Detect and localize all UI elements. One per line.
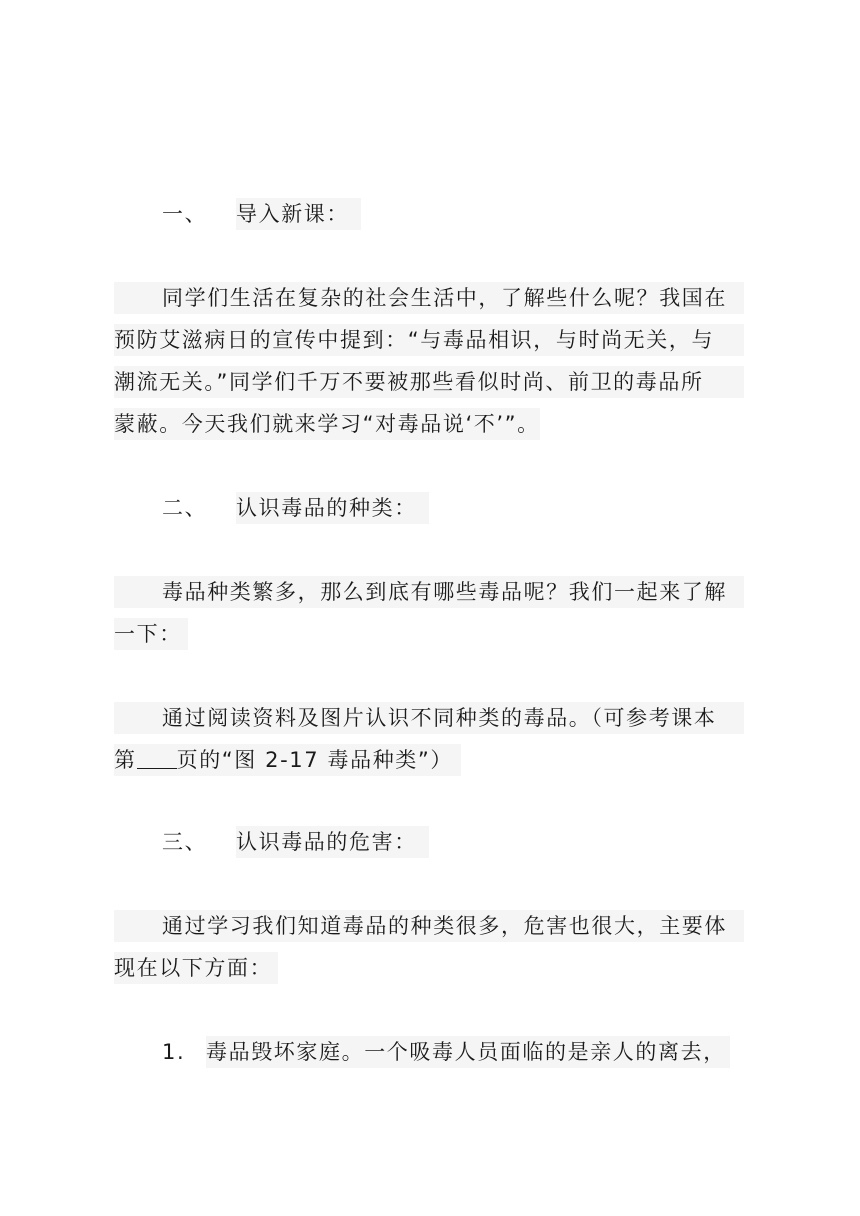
section-title: 导入新课： (236, 198, 361, 230)
section-heading-1 (162, 198, 361, 230)
paragraph-line (114, 744, 744, 776)
paragraph-line (114, 952, 744, 984)
list-item (162, 1036, 730, 1068)
list-item-text: 毒品毁坏家庭。一个吸毒人员面临的是亲人的离去， (206, 1036, 730, 1068)
section-number: 一、 (162, 202, 208, 226)
section-title: 认识毒品的种类： (236, 492, 429, 524)
paragraph-text (114, 744, 461, 776)
fill-in-blank (137, 748, 177, 769)
section-heading-3 (162, 826, 429, 858)
paragraph-line (114, 618, 744, 650)
section-number: 二、 (162, 496, 208, 520)
text-before-blank: 第 (114, 748, 137, 772)
paragraph-line: 潮流无关。”同学们千万不要被那些看似时尚、前卫的毒品所 (114, 366, 744, 398)
paragraph-text: 现在以下方面： (114, 952, 278, 984)
paragraph-text: 蒙蔽。今天我们就来学习“对毒品说‘不’”。 (114, 408, 540, 440)
section-number: 三、 (162, 830, 208, 854)
paragraph-text: 一下： (114, 618, 188, 650)
text-after-blank: 页的“图 2-17 毒品种类”） (176, 748, 453, 772)
paragraph-line: 预防艾滋病日的宣传中提到：“与毒品相识，与时尚无关，与 (114, 324, 744, 356)
paragraph-line: 通过学习我们知道毒品的种类很多，危害也很大，主要体 (114, 910, 744, 942)
paragraph-line (114, 408, 744, 440)
paragraph-line: 同学们生活在复杂的社会生活中，了解些什么呢？我国在 (114, 282, 744, 314)
paragraph-line: 毒品种类繁多，那么到底有哪些毒品呢？我们一起来了解 (114, 576, 744, 608)
list-item-number: 1. (162, 1040, 186, 1064)
section-heading-2 (162, 492, 429, 524)
section-title: 认识毒品的危害： (236, 826, 429, 858)
paragraph-line: 通过阅读资料及图片认识不同种类的毒品。（可参考课本 (114, 702, 744, 734)
